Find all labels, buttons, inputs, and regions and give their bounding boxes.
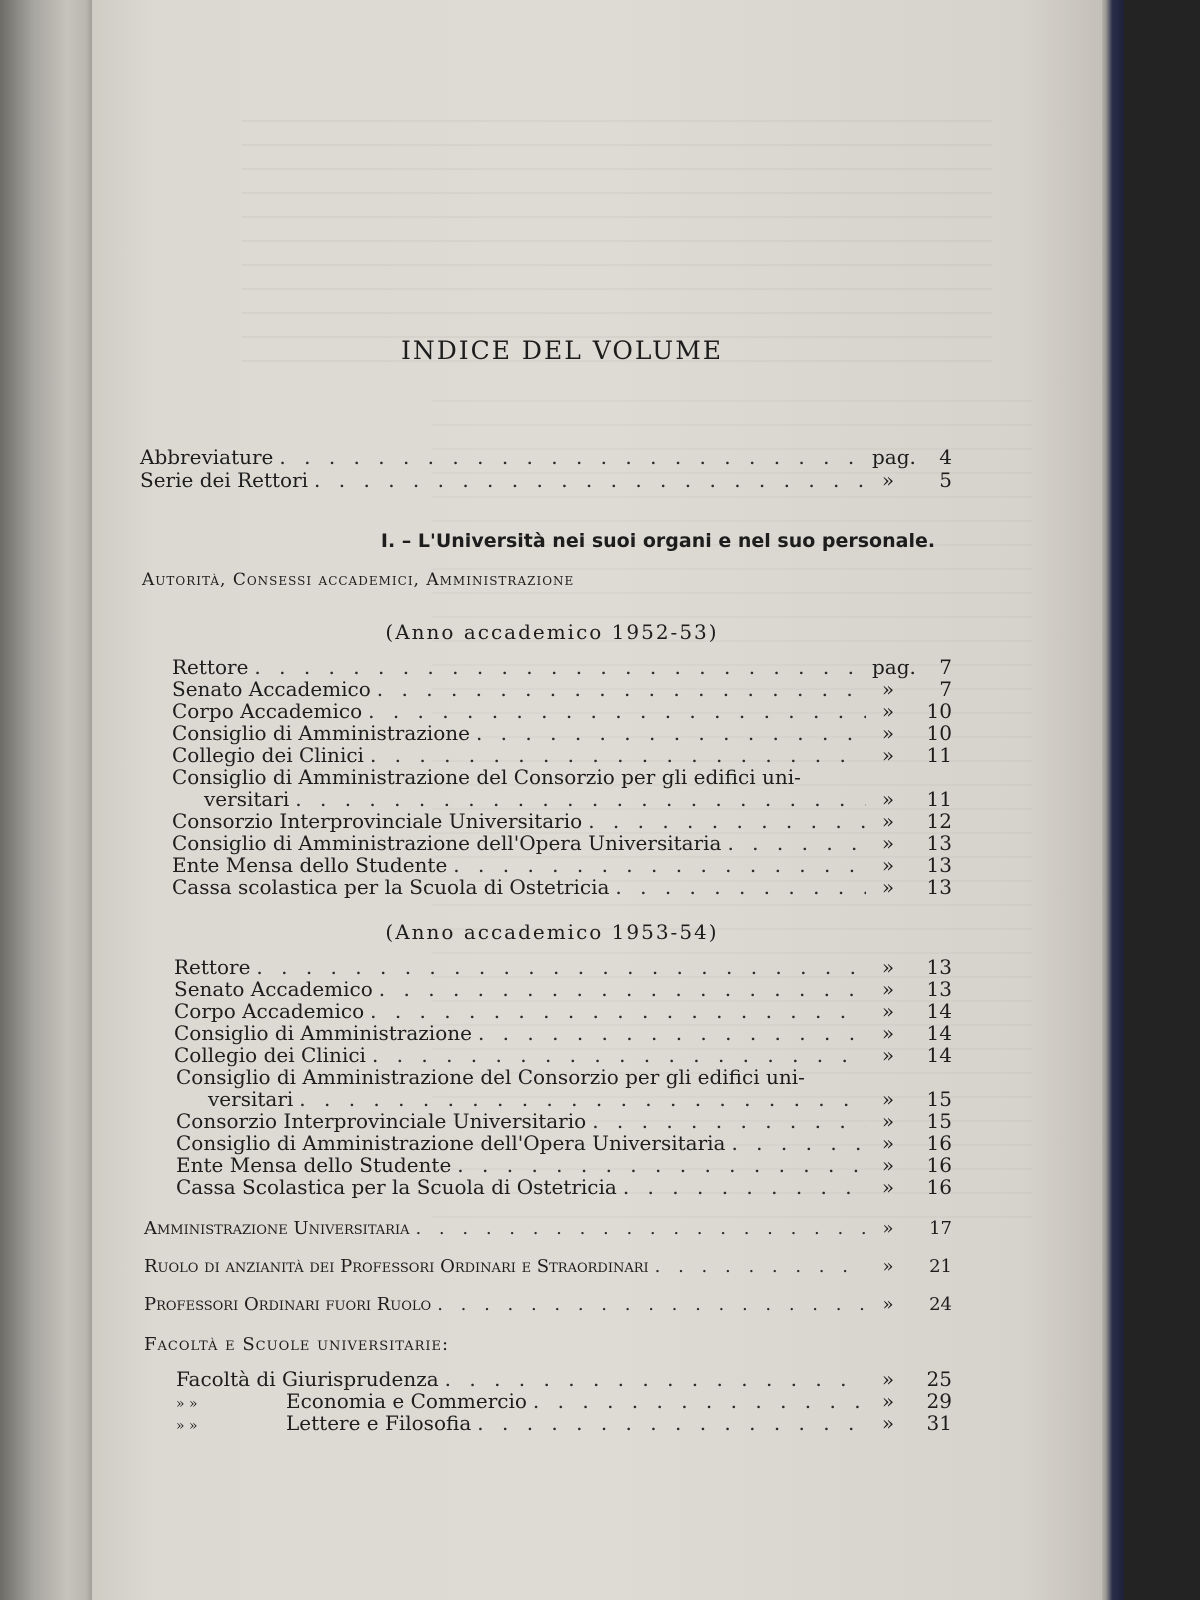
toc-entry: » » Lettere e Filosofia . . . » 31 xyxy=(176,1412,952,1434)
toc-entry-first-line: Consiglio di Amministrazione del Consorzio per gli edifici uni- xyxy=(176,1065,805,1089)
toc-entry: Serie dei Rettori . . . » 5 xyxy=(140,469,952,491)
toc-entry: Cassa scolastica per la Scuola di Ostetricia . . . » 13 xyxy=(172,876,952,898)
toc-entry: Cassa Scolastica per la Scuola di Ostetricia . . . » 16 xyxy=(176,1176,952,1198)
toc-entry: Rettore . . . pag. 7 xyxy=(172,656,952,678)
toc-entry: Collegio dei Clinici . . . » 11 xyxy=(172,744,952,766)
toc-entry: versitari . . . » 15 xyxy=(208,1088,952,1110)
section-subheading: Autorità, Consessi accademici, Amministrazione xyxy=(142,570,575,590)
toc-entry: Consiglio di Amministrazione . . . » 14 xyxy=(174,1022,952,1044)
toc-entry: » » Economia e Commercio . . . » 29 xyxy=(176,1390,952,1412)
toc-entry: versitari . . . » 11 xyxy=(204,788,952,810)
toc-section-entry: Amministrazione Universitaria . . . » 17 xyxy=(144,1218,952,1240)
toc-entry: Consiglio di Amministrazione dell'Opera Universitaria . . . » 13 xyxy=(172,832,952,854)
toc-entry: Abbreviature . . . pag. 4 xyxy=(140,446,952,468)
toc-entry: Consiglio di Amministrazione . . . » 10 xyxy=(172,722,952,744)
toc-entry: Rettore . . . » 13 xyxy=(174,956,952,978)
faculties-heading: Facoltà e Scuole universitarie: xyxy=(144,1334,450,1355)
year-heading: (Anno accademico 1953-54) xyxy=(385,920,719,944)
toc-entry: Ente Mensa dello Studente . . . » 13 xyxy=(172,854,952,876)
toc-entry: Consorzio Interprovinciale Universitario . . . » 12 xyxy=(172,810,952,832)
toc-entry: Collegio dei Clinici . . . » 14 xyxy=(174,1044,952,1066)
index-page xyxy=(92,0,1102,1600)
facing-page-edge xyxy=(0,0,96,1600)
toc-section-entry: Ruolo di anzianità dei Professori Ordinari e Straordinari . . . » 21 xyxy=(144,1256,952,1278)
toc-entry: Ente Mensa dello Studente . . . » 16 xyxy=(176,1154,952,1176)
toc-entry: Consiglio di Amministrazione dell'Opera Universitaria . . . » 16 xyxy=(176,1132,952,1154)
toc-entry: Senato Accademico . . . » 7 xyxy=(172,678,952,700)
toc-entry-first-line: Consiglio di Amministrazione del Consorzio per gli edifici uni- xyxy=(172,765,801,789)
toc-entry: Facoltà di Giurisprudenza . . . » 25 xyxy=(176,1368,952,1390)
toc-entry: Corpo Accademico . . . » 10 xyxy=(172,700,952,722)
page-title: INDICE DEL VOLUME xyxy=(400,336,724,365)
year-heading: (Anno accademico 1952-53) xyxy=(385,620,719,644)
toc-entry: Corpo Accademico . . . » 14 xyxy=(174,1000,952,1022)
toc-entry: Consorzio Interprovinciale Universitario . . . » 15 xyxy=(176,1110,952,1132)
toc-section-entry: Professori Ordinari fuori Ruolo . . . » 24 xyxy=(144,1294,952,1316)
toc-entry: Senato Accademico . . . » 13 xyxy=(174,978,952,1000)
section-heading: I. – L'Università nei suoi organi e nel suo personale. xyxy=(380,530,936,552)
